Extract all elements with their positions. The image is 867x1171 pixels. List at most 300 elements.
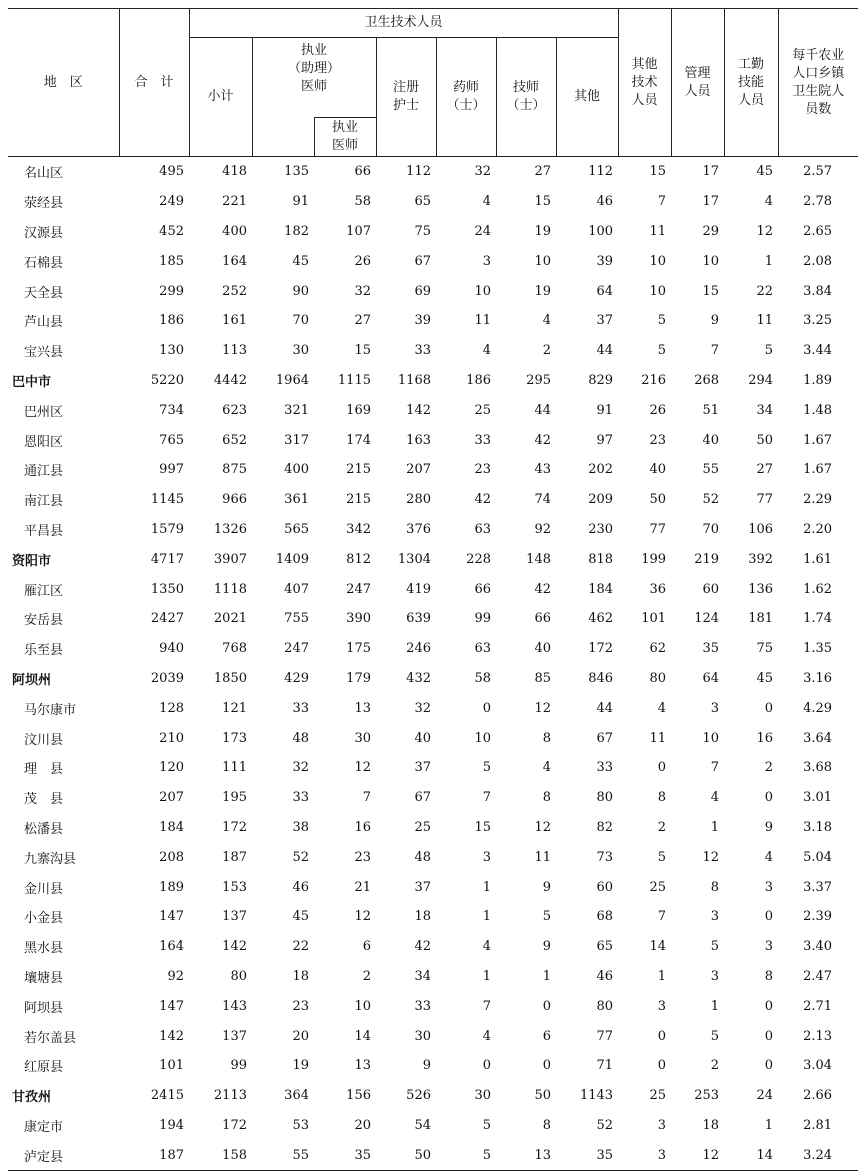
- value-cell: 77: [756, 492, 774, 508]
- table-row: [8, 991, 858, 1021]
- header-other: 其他: [556, 38, 618, 157]
- region-name-cell: 巴中市: [12, 374, 52, 390]
- value-cell: 7: [482, 998, 491, 1014]
- value-cell: 15: [474, 819, 491, 835]
- region-name-cell: 甘孜州: [12, 1090, 52, 1106]
- value-cell: 216: [641, 372, 667, 388]
- value-cell: 1579: [150, 521, 184, 537]
- value-cell: 173: [222, 730, 247, 746]
- value-cell: 137: [222, 909, 247, 925]
- value-cell: 64: [702, 670, 720, 686]
- value-cell: 32: [292, 760, 309, 776]
- value-cell: 0: [542, 998, 551, 1014]
- value-cell: 35: [556, 1140, 618, 1170]
- region-name-cell: 芦山县: [24, 315, 64, 331]
- value-cell: 35: [702, 641, 720, 657]
- value-cell: 4: [764, 849, 774, 865]
- value-cell: 147: [159, 909, 184, 925]
- value-cell: 4: [710, 790, 720, 806]
- value-cell: 10: [649, 253, 667, 269]
- value-cell: 3.04: [803, 1058, 833, 1074]
- value-cell: 376: [406, 521, 431, 537]
- value-cell: 755: [284, 611, 309, 627]
- value-cell: 8: [542, 730, 551, 746]
- value-cell: 18: [292, 968, 309, 984]
- value-cell: 4: [542, 313, 551, 329]
- value-cell: 136: [748, 581, 774, 597]
- value-cell: 10: [702, 253, 720, 269]
- region-name-cell: 乐至县: [24, 643, 64, 659]
- table-row: [8, 1140, 858, 1170]
- value-cell: 3.44: [803, 343, 833, 359]
- value-cell: 30: [354, 730, 371, 746]
- value-cell: 639: [406, 611, 431, 627]
- value-cell: 18: [702, 1117, 720, 1133]
- value-cell: 2: [362, 968, 371, 984]
- value-cell: 3907: [213, 551, 247, 567]
- region-name-cell: 通江县: [24, 464, 64, 480]
- value-cell: 997: [159, 462, 184, 478]
- header-pharmacist: 药师 （士）: [436, 38, 496, 157]
- value-cell: 199: [641, 551, 667, 567]
- value-cell: 11: [756, 313, 774, 329]
- value-cell: 27: [534, 164, 551, 180]
- value-cell: 3.16: [803, 670, 833, 686]
- value-cell: 400: [222, 223, 247, 239]
- header-licensed-doctor-spacer: [252, 118, 314, 157]
- value-cell: 1.35: [803, 641, 833, 657]
- region-name-cell: 壤塘县: [24, 970, 64, 986]
- value-cell: 219: [694, 551, 720, 567]
- value-cell: 5: [710, 939, 720, 955]
- table-row: [8, 604, 858, 634]
- value-cell: 50: [756, 432, 774, 448]
- value-cell: 182: [284, 223, 309, 239]
- value-cell: 19: [292, 1058, 309, 1074]
- value-cell: 70: [702, 521, 720, 537]
- value-cell: 432: [406, 670, 431, 686]
- value-cell: 20: [292, 1028, 309, 1044]
- region-name-cell: 平昌县: [24, 523, 64, 539]
- health-personnel-table: [8, 8, 858, 1171]
- table-row: [8, 932, 858, 962]
- table-row-city: [8, 366, 858, 396]
- value-cell: 1: [482, 909, 491, 925]
- header-other-tech: 其他 技术 人员: [618, 9, 671, 157]
- value-cell: 14: [724, 1140, 778, 1170]
- value-cell: 101: [159, 1058, 184, 1074]
- value-cell: 148: [526, 551, 551, 567]
- value-cell: 30: [414, 1028, 431, 1044]
- header-region: 地 区: [8, 9, 119, 157]
- region-name-cell: 汶川县: [24, 732, 64, 748]
- value-cell: 50: [649, 492, 667, 508]
- value-cell: 33: [414, 998, 431, 1014]
- table-row: [8, 753, 858, 783]
- table-row: [8, 872, 858, 902]
- value-cell: 172: [588, 641, 614, 657]
- value-cell: 147: [159, 998, 184, 1014]
- value-cell: 5: [657, 343, 667, 359]
- value-cell: 50: [376, 1140, 436, 1170]
- value-cell: 15: [649, 164, 667, 180]
- value-cell: 10: [649, 283, 667, 299]
- value-cell: 13: [354, 1058, 371, 1074]
- value-cell: 186: [159, 313, 184, 329]
- region-name-cell: 黑水县: [24, 941, 64, 957]
- value-cell: 5: [657, 313, 667, 329]
- value-cell: 11: [474, 313, 491, 329]
- value-cell: 846: [588, 670, 614, 686]
- value-cell: 14: [649, 939, 667, 955]
- value-cell: 37: [414, 879, 431, 895]
- value-cell: 52: [702, 492, 720, 508]
- value-cell: 121: [222, 700, 247, 716]
- value-cell: 14: [354, 1028, 371, 1044]
- value-cell: 3: [710, 968, 720, 984]
- value-cell: 142: [222, 939, 247, 955]
- value-cell: 26: [354, 253, 371, 269]
- value-cell: 38: [292, 819, 309, 835]
- value-cell: 194: [159, 1117, 184, 1133]
- value-cell: 0: [482, 700, 491, 716]
- value-cell: 156: [346, 1088, 371, 1104]
- region-name-cell: 康定市: [24, 1119, 64, 1135]
- value-cell: 2: [710, 1058, 720, 1074]
- value-cell: 3: [482, 253, 491, 269]
- value-cell: 1.89: [803, 372, 833, 388]
- value-cell: 19: [534, 223, 551, 239]
- value-cell: 1326: [213, 521, 247, 537]
- value-cell: 60: [702, 581, 720, 597]
- value-cell: 30: [474, 1088, 491, 1104]
- value-cell: 142: [159, 1028, 184, 1044]
- value-cell: 8: [542, 790, 551, 806]
- value-cell: 3: [657, 998, 667, 1014]
- value-cell: 3: [710, 909, 720, 925]
- value-cell: 2.65: [803, 223, 833, 239]
- value-cell: 25: [649, 1088, 667, 1104]
- value-cell: 12: [354, 760, 371, 776]
- value-cell: 228: [466, 551, 491, 567]
- value-cell: 10: [474, 730, 491, 746]
- value-cell: 6: [542, 1028, 551, 1044]
- value-cell: 50: [534, 1088, 551, 1104]
- value-cell: 80: [596, 998, 614, 1014]
- value-cell: 77: [596, 1028, 614, 1044]
- value-cell: 45: [756, 670, 774, 686]
- value-cell: 361: [284, 492, 309, 508]
- value-cell: 74: [534, 492, 551, 508]
- value-cell: 1.67: [803, 432, 833, 448]
- value-cell: 8: [710, 879, 720, 895]
- value-cell: 1.61: [803, 551, 833, 567]
- value-cell: 5: [482, 760, 491, 776]
- table-row-city: [8, 544, 858, 574]
- table-row: [8, 962, 858, 992]
- table-row: [8, 1111, 858, 1141]
- value-cell: 7: [710, 343, 720, 359]
- region-name-cell: 安岳县: [24, 613, 64, 629]
- region-name-cell: 九寨沟县: [24, 851, 77, 867]
- value-cell: 45: [292, 909, 309, 925]
- value-cell: 2113: [213, 1088, 247, 1104]
- value-cell: 7: [657, 909, 667, 925]
- value-cell: 44: [596, 343, 614, 359]
- value-cell: 317: [284, 432, 309, 448]
- table-row: [8, 395, 858, 425]
- value-cell: 186: [466, 372, 491, 388]
- value-cell: 13: [354, 700, 371, 716]
- value-cell: 1409: [275, 551, 309, 567]
- table-row: [8, 574, 858, 604]
- value-cell: 9: [422, 1058, 431, 1074]
- value-cell: 158: [189, 1140, 252, 1170]
- table-row: [8, 187, 858, 217]
- value-cell: 33: [414, 343, 431, 359]
- value-cell: 12: [756, 223, 774, 239]
- value-cell: 23: [354, 849, 371, 865]
- value-cell: 42: [534, 581, 551, 597]
- value-cell: 2427: [150, 611, 184, 627]
- value-cell: 163: [406, 432, 431, 448]
- value-cell: 54: [414, 1117, 431, 1133]
- value-cell: 42: [414, 939, 431, 955]
- value-cell: 17: [702, 194, 720, 210]
- value-cell: 24: [756, 1088, 774, 1104]
- value-cell: 66: [534, 611, 551, 627]
- header-licensed-doctor: 执业 （助理） 医师: [252, 38, 376, 118]
- value-cell: 27: [354, 313, 371, 329]
- value-cell: 295: [526, 372, 551, 388]
- header-subtotal: 小计: [189, 38, 252, 157]
- value-cell: 48: [292, 730, 309, 746]
- value-cell: 2.47: [803, 968, 833, 984]
- value-cell: 966: [222, 492, 247, 508]
- value-cell: 63: [474, 641, 491, 657]
- value-cell: 2415: [150, 1088, 184, 1104]
- value-cell: 768: [222, 641, 247, 657]
- value-cell: 153: [222, 879, 247, 895]
- value-cell: 4: [482, 939, 491, 955]
- value-cell: 6: [362, 939, 371, 955]
- value-cell: 2: [764, 760, 774, 776]
- value-cell: 2.78: [803, 194, 833, 210]
- value-cell: 111: [222, 760, 247, 776]
- value-cell: 25: [474, 402, 491, 418]
- value-cell: 215: [346, 492, 371, 508]
- value-cell: 11: [649, 223, 667, 239]
- value-cell: 32: [474, 164, 491, 180]
- value-cell: 1: [710, 998, 720, 1014]
- value-cell: 652: [222, 432, 247, 448]
- value-cell: 829: [588, 372, 614, 388]
- value-cell: 143: [222, 998, 247, 1014]
- value-cell: 2.57: [803, 164, 833, 180]
- value-cell: 2.66: [803, 1088, 833, 1104]
- region-name-cell: 红原县: [24, 1060, 64, 1076]
- header-workers: 工勤 技能 人员: [724, 9, 778, 157]
- table-row-city: [8, 1081, 858, 1111]
- value-cell: 25: [649, 879, 667, 895]
- region-name-cell: 马尔康市: [24, 702, 77, 718]
- value-cell: 91: [596, 402, 614, 418]
- value-cell: 39: [596, 253, 614, 269]
- value-cell: 12: [534, 819, 551, 835]
- value-cell: 3: [764, 939, 774, 955]
- value-cell: 210: [159, 730, 184, 746]
- value-cell: 142: [406, 402, 431, 418]
- value-cell: 5: [436, 1140, 496, 1170]
- table-row: [8, 634, 858, 664]
- value-cell: 181: [748, 611, 774, 627]
- value-cell: 1: [542, 968, 551, 984]
- value-cell: 4717: [150, 551, 184, 567]
- table-row: [8, 1051, 858, 1081]
- table-body: [8, 157, 858, 1171]
- value-cell: 33: [292, 790, 309, 806]
- value-cell: 55: [702, 462, 720, 478]
- value-cell: 128: [159, 700, 184, 716]
- value-cell: 734: [159, 402, 184, 418]
- value-cell: 9: [542, 939, 551, 955]
- value-cell: 3.24: [778, 1140, 858, 1170]
- value-cell: 5220: [150, 372, 184, 388]
- value-cell: 34: [414, 968, 431, 984]
- table-row: [8, 693, 858, 723]
- value-cell: 7: [710, 760, 720, 776]
- value-cell: 33: [474, 432, 491, 448]
- value-cell: 80: [649, 670, 667, 686]
- value-cell: 0: [542, 1058, 551, 1074]
- value-cell: 7: [482, 790, 491, 806]
- value-cell: 207: [406, 462, 431, 478]
- value-cell: 1: [710, 819, 720, 835]
- value-cell: 185: [159, 253, 184, 269]
- value-cell: 2039: [150, 670, 184, 686]
- value-cell: 106: [748, 521, 774, 537]
- region-name-cell: 汉源县: [24, 225, 64, 241]
- table-row: [8, 336, 858, 366]
- region-name-cell: 若尔盖县: [24, 1030, 77, 1046]
- value-cell: 43: [534, 462, 551, 478]
- value-cell: 4: [482, 1028, 491, 1044]
- value-cell: 82: [596, 819, 614, 835]
- value-cell: 9: [710, 313, 720, 329]
- table-row: [8, 902, 858, 932]
- value-cell: 179: [346, 670, 371, 686]
- value-cell: 164: [159, 939, 184, 955]
- value-cell: 16: [354, 819, 371, 835]
- value-cell: 294: [748, 372, 774, 388]
- value-cell: 101: [641, 611, 667, 627]
- region-name-cell: 石棉县: [24, 255, 64, 271]
- value-cell: 5: [542, 909, 551, 925]
- value-cell: 3.40: [803, 939, 833, 955]
- value-cell: 3.18: [803, 819, 833, 835]
- value-cell: 400: [284, 462, 309, 478]
- value-cell: 23: [292, 998, 309, 1014]
- region-name-cell: 金川县: [24, 881, 64, 897]
- value-cell: 71: [596, 1058, 614, 1074]
- value-cell: 135: [284, 164, 309, 180]
- value-cell: 40: [414, 730, 431, 746]
- value-cell: 2.20: [803, 521, 833, 537]
- value-cell: 5: [482, 1117, 491, 1133]
- region-name-cell: 宝兴县: [24, 345, 64, 361]
- value-cell: 99: [474, 611, 491, 627]
- value-cell: 0: [482, 1058, 491, 1074]
- value-cell: 65: [596, 939, 614, 955]
- value-cell: 5: [710, 1028, 720, 1044]
- value-cell: 247: [346, 581, 371, 597]
- value-cell: 33: [596, 760, 614, 776]
- value-cell: 1: [482, 879, 491, 895]
- value-cell: 75: [414, 223, 431, 239]
- value-cell: 161: [222, 313, 247, 329]
- value-cell: 364: [284, 1088, 309, 1104]
- value-cell: 1115: [337, 372, 371, 388]
- table-header: [8, 9, 858, 157]
- value-cell: 0: [657, 760, 667, 776]
- value-cell: 2.81: [803, 1117, 833, 1133]
- value-cell: 51: [702, 402, 720, 418]
- value-cell: 77: [649, 521, 667, 537]
- value-cell: 246: [406, 641, 431, 657]
- table-row: [8, 306, 858, 336]
- value-cell: 1.74: [803, 611, 833, 627]
- value-cell: 1350: [150, 581, 184, 597]
- value-cell: 189: [159, 879, 184, 895]
- value-cell: 1.67: [803, 462, 833, 478]
- value-cell: 45: [292, 253, 309, 269]
- value-cell: 120: [159, 760, 184, 776]
- value-cell: 2.71: [803, 998, 833, 1014]
- value-cell: 1850: [213, 670, 247, 686]
- value-cell: 5: [764, 343, 774, 359]
- value-cell: 174: [346, 432, 371, 448]
- value-cell: 1: [764, 1117, 774, 1133]
- region-name-cell: 名山区: [24, 166, 64, 182]
- value-cell: 112: [406, 164, 431, 180]
- region-name-cell: 南江县: [24, 494, 64, 510]
- value-cell: 1.62: [803, 581, 833, 597]
- value-cell: 44: [596, 700, 614, 716]
- value-cell: 175: [346, 641, 371, 657]
- value-cell: 249: [159, 194, 184, 210]
- value-cell: 33: [292, 700, 309, 716]
- value-cell: 112: [588, 164, 614, 180]
- value-cell: 13: [496, 1140, 556, 1170]
- value-cell: 623: [222, 402, 247, 418]
- value-cell: 10: [534, 253, 551, 269]
- value-cell: 342: [346, 521, 371, 537]
- value-cell: 3: [657, 1117, 667, 1133]
- value-cell: 35: [314, 1140, 376, 1170]
- value-cell: 0: [764, 700, 774, 716]
- value-cell: 80: [230, 968, 247, 984]
- value-cell: 0: [764, 790, 774, 806]
- value-cell: 69: [414, 283, 431, 299]
- table-row: [8, 455, 858, 485]
- table-row: [8, 157, 858, 187]
- value-cell: 40: [534, 641, 551, 657]
- value-cell: 80: [596, 790, 614, 806]
- value-cell: 0: [764, 998, 774, 1014]
- value-cell: 765: [159, 432, 184, 448]
- value-cell: 429: [284, 670, 309, 686]
- value-cell: 42: [474, 492, 491, 508]
